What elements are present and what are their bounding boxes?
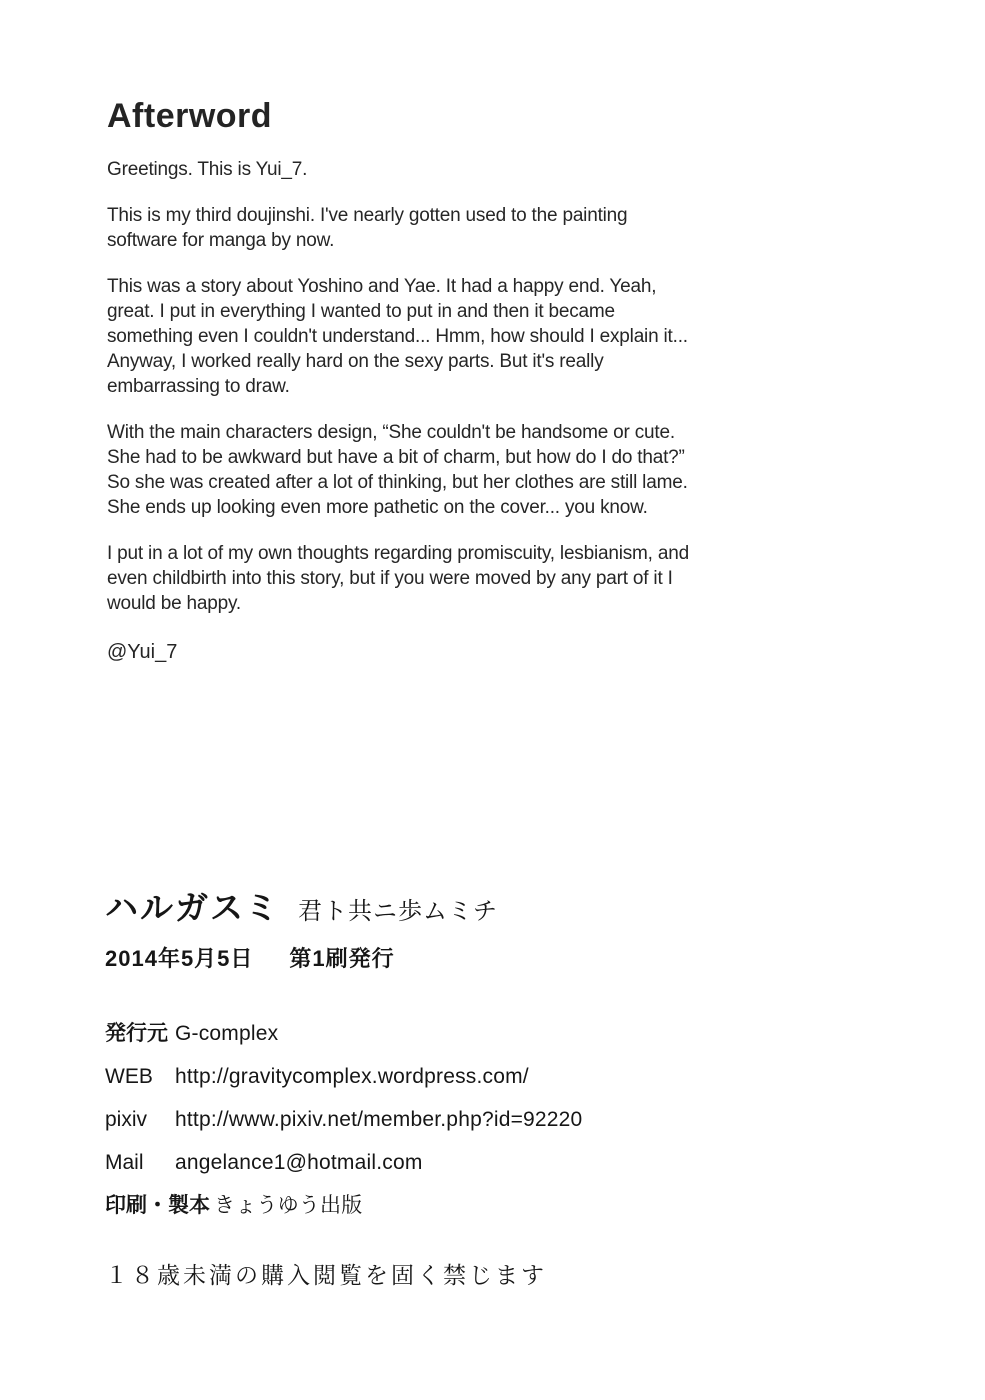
colophon xyxy=(105,888,885,1290)
edition-label: 第1刷発行 xyxy=(289,945,395,971)
paragraph: This was a story about Yoshino and Yae. It had a happy end. Yeah, great. I put in everything I wanted to put in and then it became something even I couldn't understand... Hmm, how should I explain it... Anyway, I worked really hard on the sexy parts. But it's really embarrassing to draw. xyxy=(107,275,688,397)
printer-value: きょうゆう出版 xyxy=(214,1193,363,1217)
pixiv-url: http://www.pixiv.net/member.php?id=92220 xyxy=(175,1107,583,1131)
afterword-page xyxy=(107,96,747,665)
printer-row xyxy=(105,1193,885,1219)
publish-date: 2014年5月5日 xyxy=(105,945,254,971)
book-title-row xyxy=(105,888,885,928)
web-url: http://gravitycomplex.wordpress.com/ xyxy=(175,1064,529,1088)
publication-date-row xyxy=(105,942,885,973)
age-warning: １８歳未満の購入閲覧を固く禁じます xyxy=(105,1262,547,1288)
publisher-info-list xyxy=(105,1021,885,1219)
pixiv-row xyxy=(105,1107,885,1133)
publisher-value: G-complex xyxy=(175,1021,279,1045)
publisher-row xyxy=(105,1021,885,1047)
paragraph: I put in a lot of my own thoughts regarding promiscuity, lesbianism, and even childbirth into this story, but if you were moved by any part of it I would be happy. xyxy=(107,542,689,614)
pixiv-label: pixiv xyxy=(105,1107,148,1131)
book-title: ハルガスミ xyxy=(105,889,280,926)
mail-label: Mail xyxy=(105,1150,144,1174)
printer-label: 印刷・製本 xyxy=(105,1193,210,1217)
author-signature: @Yui_7 xyxy=(107,640,178,663)
web-row xyxy=(105,1064,885,1090)
afterword-body xyxy=(107,157,747,665)
publisher-label: 発行元 xyxy=(105,1021,168,1045)
paragraph: With the main characters design, “She couldn't be handsome or cute. She had to be awkward but have a bit of charm, but how do I do that?” So she was created after a lot of thinking, but her clothes are still lame. She ends up looking even more pathetic on the cover... you know. xyxy=(107,421,688,518)
page-title: Afterword xyxy=(107,97,273,135)
web-label: WEB xyxy=(105,1064,153,1088)
mail-row xyxy=(105,1150,885,1176)
paragraph: This is my third doujinshi. I've nearly gotten used to the painting software for manga by now. xyxy=(107,204,628,251)
book-subtitle: 君ト共ニ歩ムミチ xyxy=(298,898,498,925)
mail-address: angelance1@hotmail.com xyxy=(175,1150,423,1174)
greeting-paragraph: Greetings. This is Yui_7. xyxy=(107,158,308,180)
